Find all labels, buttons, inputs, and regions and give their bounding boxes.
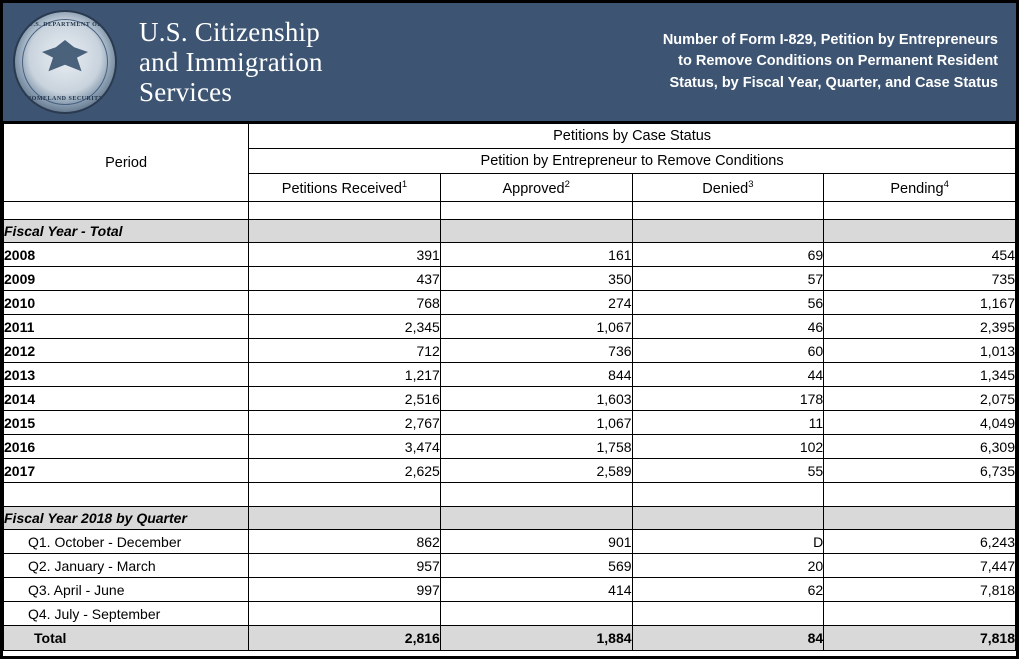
cell-pending: 6,243: [824, 530, 1016, 554]
agency-name: [139, 17, 323, 108]
header-row-group-1: [4, 124, 1016, 149]
cell-approved: 1,067: [440, 411, 632, 435]
page-title-line3: Status, by Fiscal Year, Quarter, and Case Status: [669, 74, 998, 91]
seal-text-bottom: HOMELAND SECURITY: [26, 96, 104, 102]
cell-total-received: 2,816: [249, 626, 441, 651]
cell-received: 862: [249, 530, 441, 554]
cell-received: 768: [249, 291, 441, 315]
agency-name-line1: U.S. Citizenship: [139, 16, 320, 47]
cell-received: 391: [249, 243, 441, 267]
cell-total-denied: 84: [632, 626, 824, 651]
cell-approved: 414: [440, 578, 632, 602]
spacer-cell: [440, 202, 632, 220]
cell-received: 2,625: [249, 459, 441, 483]
agency-name-line3: Services: [139, 77, 233, 108]
column-header-pending: [824, 174, 1016, 202]
section-fill: [440, 220, 632, 243]
cell-total-approved: 1,884: [440, 626, 632, 651]
column-header-approved: [440, 174, 632, 202]
cell-denied: 102: [632, 435, 824, 459]
cell-approved: 274: [440, 291, 632, 315]
table-row: [4, 291, 1016, 315]
table-row: [4, 602, 1016, 626]
column-header-period-label: Period: [105, 154, 148, 171]
table-header: [4, 124, 1016, 202]
column-header-petitions-by-case-status: Petitions by Case Status: [249, 124, 1016, 149]
column-header-petition-by-entrepreneur: Petition by Entrepreneur to Remove Conditions: [249, 149, 1016, 174]
column-header-period: [4, 124, 249, 202]
cell-received: 997: [249, 578, 441, 602]
cell-approved: 844: [440, 363, 632, 387]
table-body: [4, 202, 1016, 651]
spacer-cell: [824, 202, 1016, 220]
section-label: Fiscal Year - Total: [4, 220, 249, 243]
cell-pending: 6,735: [824, 459, 1016, 483]
cell-approved: [440, 602, 632, 626]
footnote-marker-3: 3: [748, 178, 754, 190]
cell-approved: 350: [440, 267, 632, 291]
cell-pending: 6,309: [824, 435, 1016, 459]
cell-approved: 1,067: [440, 315, 632, 339]
cell-approved: 569: [440, 554, 632, 578]
cell-denied: 178: [632, 387, 824, 411]
section-fill: [824, 507, 1016, 530]
cell-received: 3,474: [249, 435, 441, 459]
spacer-cell: [249, 202, 441, 220]
cell-approved: 161: [440, 243, 632, 267]
cell-pending: [824, 602, 1016, 626]
spacer-cell: [632, 202, 824, 220]
cell-received: 712: [249, 339, 441, 363]
page-header: [3, 3, 1016, 123]
column-header-petitions-received: [249, 174, 441, 202]
cell-pending: 2,075: [824, 387, 1016, 411]
table-row: [4, 315, 1016, 339]
footnote-marker-2: 2: [564, 178, 570, 190]
cell-received: 1,217: [249, 363, 441, 387]
table-row: [4, 435, 1016, 459]
cell-denied: 55: [632, 459, 824, 483]
cell-denied: [632, 602, 824, 626]
column-header-denied-label: Denied: [702, 180, 749, 197]
cell-approved: 901: [440, 530, 632, 554]
table-row: [4, 363, 1016, 387]
blank-cell: [4, 483, 249, 507]
table-row: [4, 411, 1016, 435]
row-label: 2010: [4, 291, 249, 315]
row-label: 2008: [4, 243, 249, 267]
report-table: [3, 123, 1016, 651]
cell-denied: 11: [632, 411, 824, 435]
table-row: [4, 578, 1016, 602]
spacer-row-top: [4, 202, 1016, 220]
cell-pending: 454: [824, 243, 1016, 267]
page-title-line2: to Remove Conditions on Permanent Resident: [678, 53, 998, 70]
cell-pending: 2,395: [824, 315, 1016, 339]
seal-text-top: U.S. DEPARTMENT OF: [28, 22, 102, 28]
cell-approved: 2,589: [440, 459, 632, 483]
cell-denied: 20: [632, 554, 824, 578]
table-row: [4, 339, 1016, 363]
cell-approved: 1,603: [440, 387, 632, 411]
row-label: Q3. April - June: [4, 578, 249, 602]
cell-denied: 69: [632, 243, 824, 267]
section-label: Fiscal Year 2018 by Quarter: [4, 507, 249, 530]
table-row: [4, 554, 1016, 578]
row-label: 2017: [4, 459, 249, 483]
section-fill: [632, 220, 824, 243]
row-label: 2011: [4, 315, 249, 339]
row-label: Q1. October - December: [4, 530, 249, 554]
section-fill: [440, 507, 632, 530]
cell-denied: 62: [632, 578, 824, 602]
table-row: [4, 267, 1016, 291]
cell-pending: 735: [824, 267, 1016, 291]
column-header-denied: [632, 174, 824, 202]
cell-received: 2,516: [249, 387, 441, 411]
table-row: [4, 387, 1016, 411]
cell-pending: 1,345: [824, 363, 1016, 387]
footnote-marker-4: 4: [943, 178, 949, 190]
cell-denied: 44: [632, 363, 824, 387]
cell-received: 437: [249, 267, 441, 291]
column-header-pending-label: Pending: [890, 180, 944, 197]
row-label: 2009: [4, 267, 249, 291]
section-fill: [249, 507, 441, 530]
section-header-fiscal-year-total: [4, 220, 1016, 243]
cell-received: 2,767: [249, 411, 441, 435]
blank-cell: [440, 483, 632, 507]
cell-received: 957: [249, 554, 441, 578]
table-row: [4, 243, 1016, 267]
row-label: 2012: [4, 339, 249, 363]
section-header-fiscal-year-2018-by-quarter: [4, 507, 1016, 530]
section-fill: [824, 220, 1016, 243]
cell-pending: 1,167: [824, 291, 1016, 315]
row-label: Q4. July - September: [4, 602, 249, 626]
cell-denied: 60: [632, 339, 824, 363]
section-fill: [632, 507, 824, 530]
cell-denied: 46: [632, 315, 824, 339]
blank-cell: [249, 483, 441, 507]
cell-denied: 56: [632, 291, 824, 315]
cell-pending: 7,818: [824, 578, 1016, 602]
cell-received: [249, 602, 441, 626]
column-header-petitions-received-label: Petitions Received: [281, 180, 402, 197]
row-label: 2015: [4, 411, 249, 435]
blank-cell: [632, 483, 824, 507]
cell-denied: 57: [632, 267, 824, 291]
table-row: [4, 530, 1016, 554]
cell-pending: 1,013: [824, 339, 1016, 363]
cell-total-pending: 7,818: [824, 626, 1016, 651]
cell-denied: D: [632, 530, 824, 554]
dhs-seal-icon: [13, 10, 117, 114]
cell-pending: 7,447: [824, 554, 1016, 578]
cell-pending: 4,049: [824, 411, 1016, 435]
cell-approved: 1,758: [440, 435, 632, 459]
section-fill: [249, 220, 441, 243]
page-title-line1: Number of Form I-829, Petition by Entrepreneurs: [662, 32, 998, 49]
footnote-marker-1: 1: [401, 178, 408, 190]
column-header-approved-label: Approved: [502, 180, 565, 197]
row-label-total: Total: [4, 626, 249, 651]
table-row: [4, 459, 1016, 483]
row-label: 2014: [4, 387, 249, 411]
row-label: Q2. January - March: [4, 554, 249, 578]
blank-cell: [824, 483, 1016, 507]
cell-received: 2,345: [249, 315, 441, 339]
page-title: [663, 30, 1004, 93]
row-label: 2016: [4, 435, 249, 459]
agency-name-line2: and Immigration: [139, 46, 323, 77]
cell-approved: 736: [440, 339, 632, 363]
spacer-cell: [4, 202, 249, 220]
table-row-total: [4, 626, 1016, 651]
row-label: 2013: [4, 363, 249, 387]
blank-row: [4, 483, 1016, 507]
